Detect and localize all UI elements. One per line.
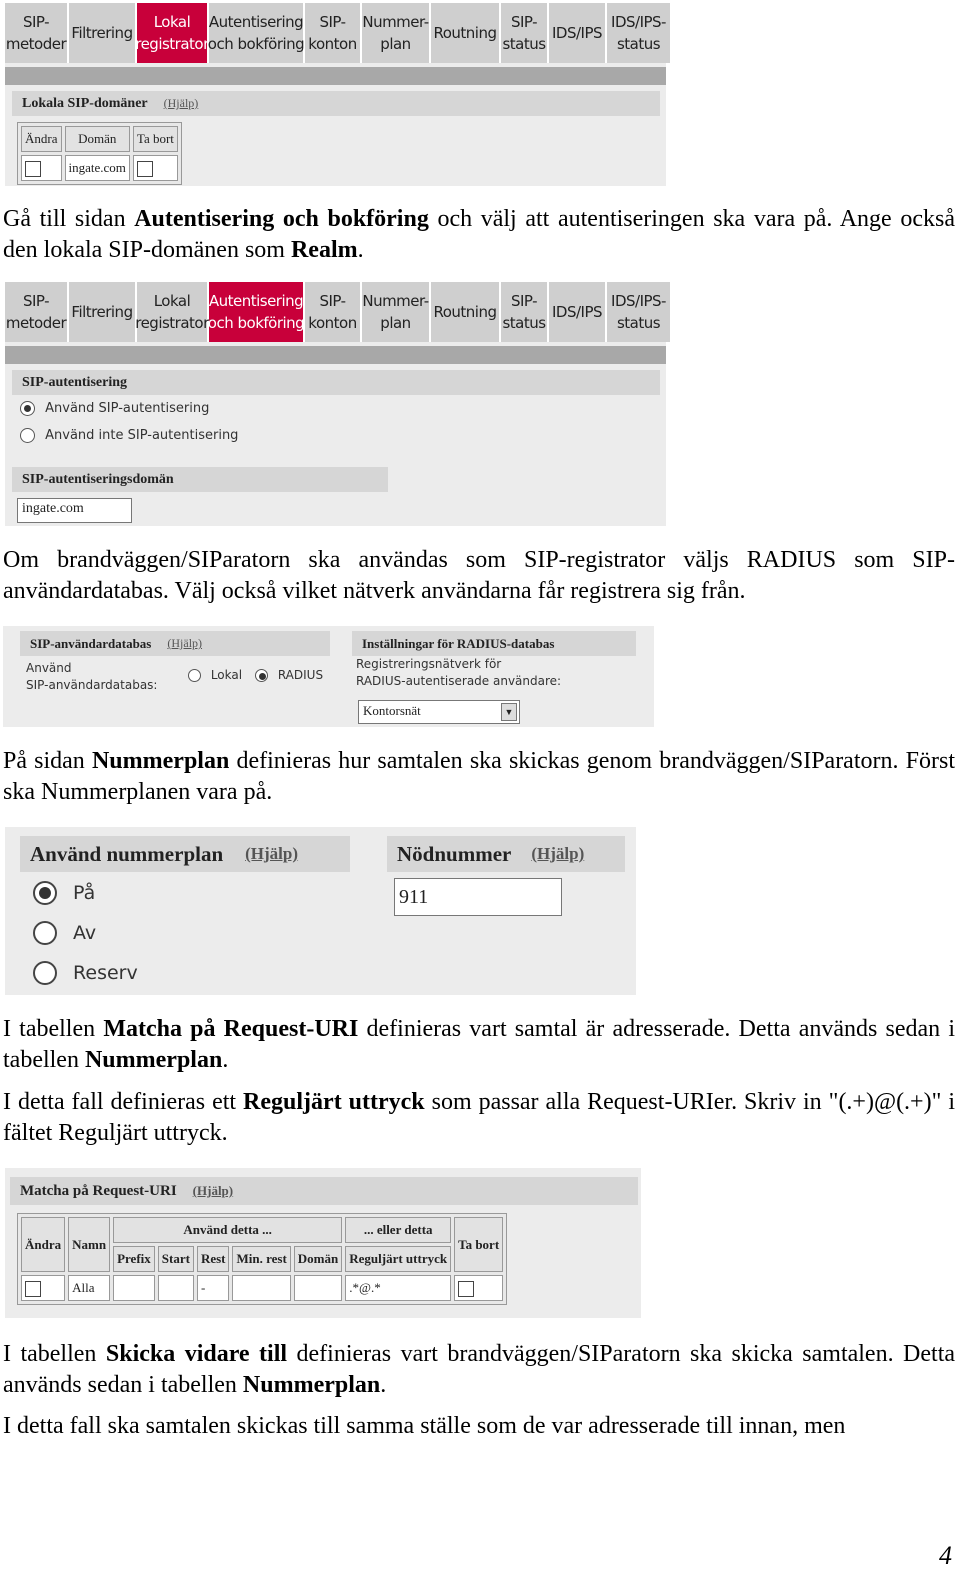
radio-button-on[interactable] bbox=[33, 881, 57, 905]
text: Gå till sidan bbox=[3, 206, 135, 232]
radio-label: Använd inte SIP-autentisering bbox=[45, 428, 239, 443]
tab-label: Routning bbox=[433, 303, 497, 321]
tab-sip-metoder[interactable] bbox=[5, 3, 67, 63]
help-link[interactable]: (Hjälp) bbox=[192, 1183, 234, 1198]
radio-button-off[interactable] bbox=[33, 921, 57, 945]
section-heading-radius-settings bbox=[352, 631, 636, 656]
tab-bar-2 bbox=[5, 282, 666, 342]
text: . bbox=[357, 237, 364, 263]
section-title: Lokala SIP-domäner bbox=[22, 95, 148, 111]
tab-bar-underline-1 bbox=[5, 67, 666, 85]
col-prefix-header: Prefix bbox=[113, 1246, 155, 1272]
tab-nummer-plan[interactable] bbox=[362, 282, 429, 342]
page-number: 4 bbox=[939, 1541, 952, 1570]
col-domain-header: Domän bbox=[294, 1246, 342, 1272]
radio-use-sip-auth[interactable] bbox=[20, 401, 209, 416]
section-title: Nödnummer bbox=[397, 841, 512, 866]
bold-text: Realm bbox=[290, 237, 358, 263]
bold-text: Skicka vidare till bbox=[105, 1341, 288, 1367]
minrest-cell bbox=[232, 1275, 290, 1301]
auth-domain-input[interactable]: ingate.com bbox=[17, 498, 132, 523]
tab-sip-metoder[interactable] bbox=[5, 282, 67, 342]
radio-button-off[interactable] bbox=[188, 669, 201, 682]
radio-label: Använd SIP-autentisering bbox=[45, 401, 210, 416]
bold-text: Reguljärt uttryck bbox=[243, 1089, 425, 1115]
tab-sip-status[interactable] bbox=[501, 282, 547, 342]
tab-label: Filtrering bbox=[71, 303, 133, 321]
delete-cell bbox=[133, 155, 178, 181]
radio-no-sip-auth[interactable] bbox=[20, 428, 238, 443]
text: definieras vart samtal är adresserade. Detta används sedan i tabellen bbox=[3, 1016, 956, 1073]
edit-cell bbox=[21, 155, 62, 181]
regex-cell: .*@.* bbox=[345, 1275, 451, 1301]
rest-cell: - bbox=[197, 1275, 230, 1301]
delete-checkbox[interactable] bbox=[458, 1281, 474, 1297]
tab-label: Autentisering och bokföring bbox=[207, 292, 305, 332]
radio-plan-on[interactable] bbox=[33, 881, 95, 905]
tab-label: Filtrering bbox=[71, 24, 133, 42]
tab-label: IDS/IPS bbox=[551, 303, 603, 321]
tab-sip-konton[interactable] bbox=[305, 282, 360, 342]
text: I tabellen bbox=[3, 1016, 104, 1042]
radio-label: Reserv bbox=[73, 961, 138, 984]
radio-plan-off[interactable] bbox=[33, 921, 96, 945]
tab-label: IDS/IPS- status bbox=[611, 292, 666, 332]
text: I detta fall ska samtalen skickas till samma ställe som de var adresserade till innan, men bbox=[3, 1413, 846, 1439]
col-delete-header: Ta bort bbox=[133, 126, 178, 152]
text: . bbox=[380, 1372, 387, 1398]
radio-button-off[interactable] bbox=[33, 961, 57, 985]
tab-label: IDS/IPS bbox=[551, 24, 603, 42]
section-title: SIP-autentisering bbox=[22, 374, 127, 390]
help-link[interactable]: (Hjälp) bbox=[163, 96, 199, 110]
label-line: Använd bbox=[26, 661, 72, 675]
tab-ids-ips-status[interactable] bbox=[607, 282, 670, 342]
text: Om brandväggen/SIParatorn ska användas som SIP-registrator väljs RADIUS som SIP-användardatabas. Välj också vilket nätverk användarna får registrera sig från. bbox=[3, 547, 955, 604]
tab-filtrering[interactable] bbox=[69, 3, 135, 63]
tab-bar-underline-2 bbox=[5, 346, 666, 364]
text: På sidan bbox=[3, 748, 92, 774]
tab-label: SIP- status bbox=[502, 13, 546, 53]
edit-checkbox[interactable] bbox=[25, 161, 41, 177]
tab-label: Lokal registrator bbox=[135, 292, 209, 332]
tab-routning[interactable] bbox=[431, 3, 499, 63]
radio-button-on[interactable] bbox=[20, 401, 35, 416]
bold-text: Nummerplan bbox=[84, 1047, 223, 1073]
edit-cell bbox=[21, 1275, 65, 1301]
col-domain-header: Domän bbox=[65, 126, 130, 152]
text: definieras vart brandväggen/SIParatorn ska skicka samtalen. Detta används sedan i tabellen bbox=[3, 1341, 956, 1398]
paragraph-numberplan bbox=[3, 746, 955, 808]
tab-label: Nummer- plan bbox=[362, 13, 429, 53]
bold-text: Matcha på Request-URI bbox=[103, 1016, 359, 1042]
section-heading-user-db bbox=[20, 631, 330, 656]
text: . bbox=[222, 1047, 229, 1073]
tab-sip-konton[interactable] bbox=[305, 3, 360, 63]
prefix-cell bbox=[113, 1275, 155, 1301]
col-rest-header: Rest bbox=[197, 1246, 230, 1272]
request-uri-table bbox=[17, 1213, 507, 1305]
section-heading-sip-auth bbox=[12, 370, 660, 395]
tab-label: SIP- status bbox=[502, 292, 546, 332]
network-label bbox=[356, 656, 561, 690]
select-value: Kontorsnät bbox=[363, 703, 421, 718]
start-cell bbox=[158, 1275, 194, 1301]
tab-ids-ips-status[interactable] bbox=[607, 3, 670, 63]
tab-label: SIP- metoder bbox=[5, 13, 67, 53]
domain-cell: ingate.com bbox=[65, 155, 130, 181]
tab-autentisering-och-bokföring[interactable] bbox=[209, 282, 303, 342]
text: I tabellen bbox=[3, 1341, 106, 1367]
tab-ids-ips[interactable] bbox=[549, 282, 605, 342]
section-title: SIP-användardatabas bbox=[30, 635, 152, 651]
col-name-header: Namn bbox=[68, 1217, 110, 1272]
bold-text: Nummerplan bbox=[91, 748, 230, 774]
bold-text: Autentisering och bokföring bbox=[134, 206, 429, 232]
tab-label: Routning bbox=[433, 24, 497, 42]
help-link[interactable]: (Hjälp) bbox=[245, 844, 299, 863]
paragraph-radius bbox=[3, 545, 955, 607]
edit-checkbox[interactable] bbox=[25, 1281, 41, 1297]
label-line: RADIUS-autentiserade användare: bbox=[356, 674, 562, 688]
section-heading-request-uri bbox=[10, 1177, 638, 1205]
col-regex-header: Reguljärt uttryck bbox=[345, 1246, 451, 1272]
radio-radius[interactable] bbox=[255, 668, 323, 682]
tab-label: Nummer- plan bbox=[362, 292, 429, 332]
name-cell: Alla bbox=[68, 1275, 110, 1301]
tab-label: SIP- konton bbox=[308, 292, 357, 332]
radio-label: RADIUS bbox=[277, 668, 324, 682]
tab-lokal-registrator[interactable] bbox=[137, 282, 207, 342]
text: som passar alla Request-URIer. Skriv in "(.+)@(.+)" i fältet Reguljärt uttryck. bbox=[3, 1089, 956, 1146]
tab-ids-ips[interactable] bbox=[549, 3, 605, 63]
delete-cell bbox=[454, 1275, 503, 1301]
col-edit-header: Ändra bbox=[21, 1217, 65, 1272]
section-heading-auth-domain bbox=[12, 467, 388, 492]
chevron-down-icon[interactable]: ▼ bbox=[501, 703, 517, 721]
tab-routning[interactable] bbox=[431, 282, 499, 342]
radio-local[interactable] bbox=[188, 668, 242, 682]
domain-cell bbox=[294, 1275, 342, 1301]
radio-button-off[interactable] bbox=[20, 428, 35, 443]
local-domains-table bbox=[17, 122, 182, 185]
paragraph-request-uri bbox=[3, 1014, 955, 1076]
section-heading-use-numberplan bbox=[20, 836, 350, 872]
section-heading-local-sip-domains bbox=[12, 91, 660, 116]
col-delete-header: Ta bort bbox=[454, 1217, 503, 1272]
paragraph-regex bbox=[3, 1087, 955, 1149]
col-minrest-header: Min. rest bbox=[232, 1246, 290, 1272]
label-line: SIP-användardatabas: bbox=[26, 678, 158, 692]
network-select[interactable] bbox=[358, 700, 520, 724]
radio-label: Lokal bbox=[210, 668, 243, 682]
section-heading-emergency bbox=[387, 836, 625, 872]
section-title: Använd nummerplan bbox=[30, 841, 224, 866]
bold-text: Nummerplan bbox=[242, 1372, 381, 1398]
tab-bar-1 bbox=[5, 3, 666, 63]
tab-label: Lokal registrator bbox=[135, 13, 209, 53]
help-link[interactable]: (Hjälp) bbox=[167, 636, 203, 650]
tab-autentisering-och-bokföring[interactable] bbox=[209, 3, 303, 63]
col-edit-header: Ändra bbox=[21, 126, 62, 152]
tab-label: SIP- metoder bbox=[5, 292, 67, 332]
label-line: Registreringsnätverk för bbox=[356, 657, 502, 671]
help-link[interactable]: (Hjälp) bbox=[531, 844, 585, 863]
text: och välj att autentiseringen ska vara på. Ange också den lokala SIP-domänen som bbox=[3, 206, 955, 263]
paragraph-same-destination bbox=[3, 1411, 955, 1442]
tab-label: IDS/IPS- status bbox=[611, 13, 666, 53]
paragraph-forward-to bbox=[3, 1339, 955, 1401]
emergency-number-input[interactable]: 911 bbox=[394, 878, 562, 916]
radio-label: Av bbox=[73, 921, 97, 944]
tab-label: SIP- konton bbox=[308, 13, 357, 53]
group-or-this-header: ... eller detta bbox=[345, 1217, 451, 1243]
radio-plan-reserve[interactable] bbox=[33, 961, 138, 985]
tab-filtrering[interactable] bbox=[69, 282, 135, 342]
delete-checkbox[interactable] bbox=[137, 161, 153, 177]
radio-button-on[interactable] bbox=[255, 669, 268, 682]
text: I detta fall definieras ett bbox=[3, 1089, 244, 1115]
section-title: Inställningar för RADIUS-databas bbox=[362, 635, 555, 651]
paragraph-authentication bbox=[3, 204, 955, 266]
section-title: SIP-autentiseringsdomän bbox=[22, 471, 174, 487]
tab-label: Autentisering och bokföring bbox=[207, 13, 305, 53]
tab-nummer-plan[interactable] bbox=[362, 3, 429, 63]
radio-label: På bbox=[73, 881, 96, 904]
text: definieras hur samtalen ska skickas genom brandväggen/SIParatorn. Först ska Nummerplanen vara på. bbox=[3, 748, 955, 805]
section-title: Matcha på Request-URI bbox=[20, 1182, 177, 1199]
col-start-header: Start bbox=[158, 1246, 194, 1272]
user-db-label bbox=[26, 660, 157, 694]
tab-sip-status[interactable] bbox=[501, 3, 547, 63]
group-use-this-header: Använd detta ... bbox=[113, 1217, 342, 1243]
tab-lokal-registrator[interactable] bbox=[137, 3, 207, 63]
